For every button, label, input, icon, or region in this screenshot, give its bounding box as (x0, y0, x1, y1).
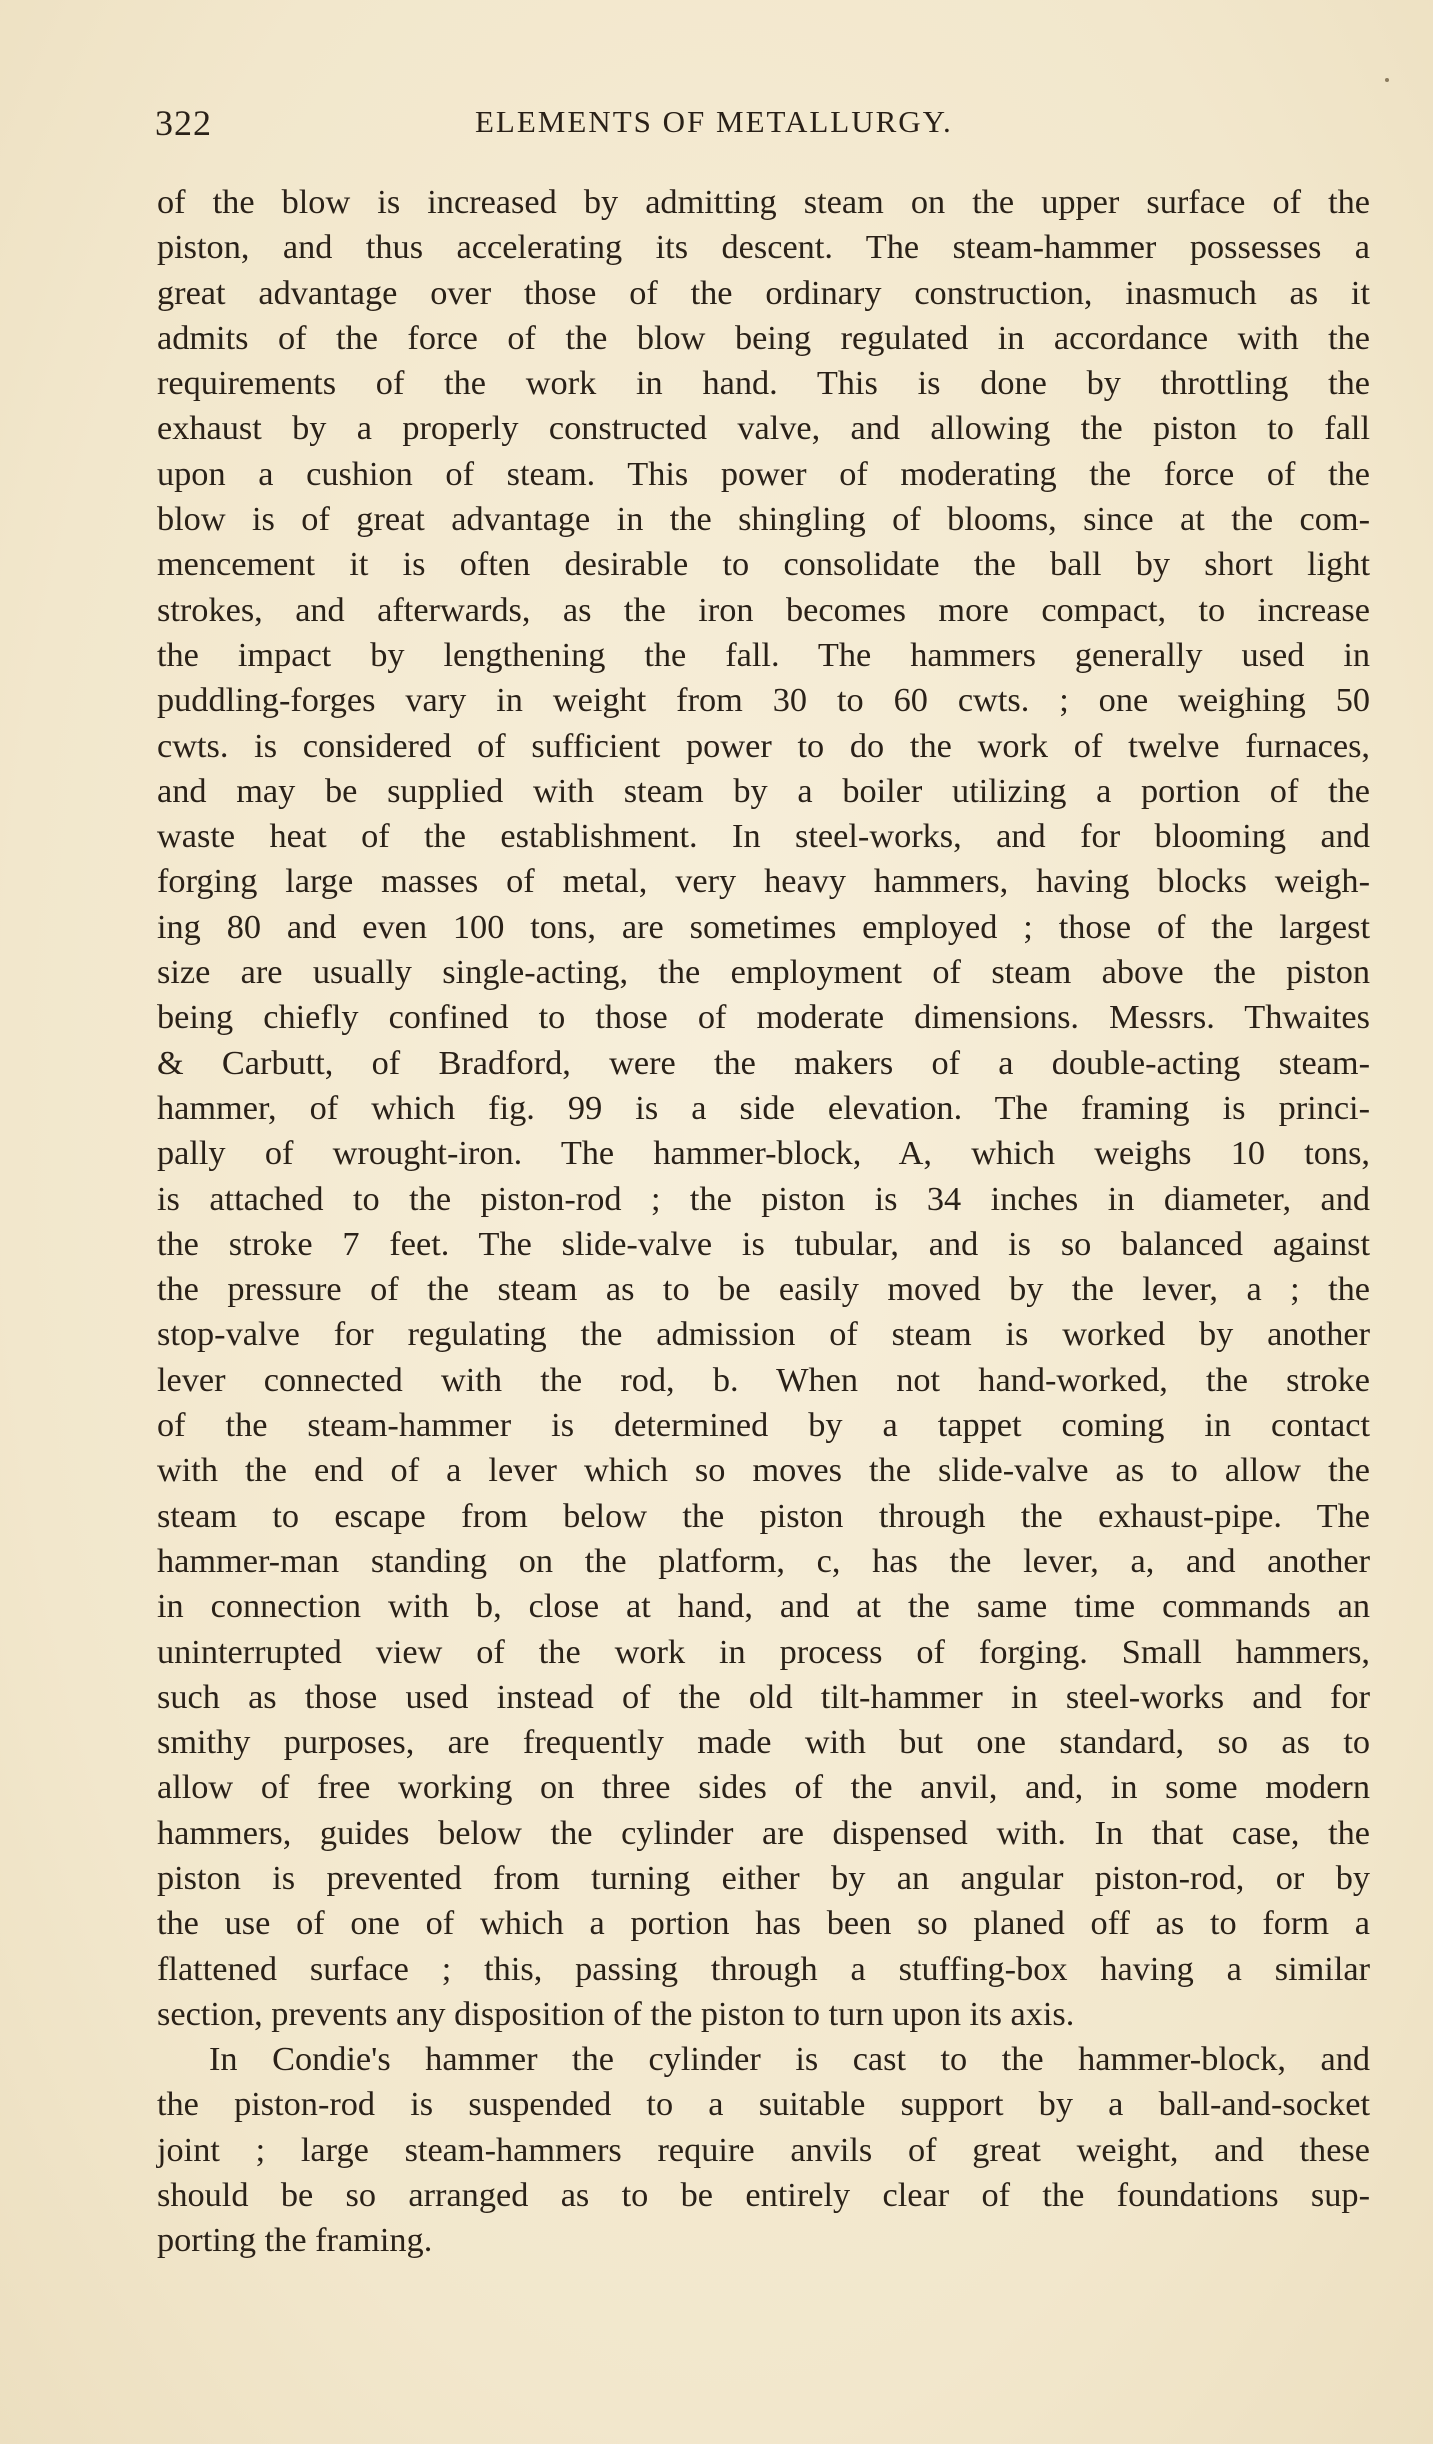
paragraph-end-line: porting the framing. (157, 2221, 433, 2260)
text-line: with the end of a lever which so moves the slide-valve as to allow the (157, 1451, 1370, 1490)
text-line: waste heat of the establishment. In steel-works, and for blooming and (157, 817, 1370, 856)
text-line: forging large masses of metal, very heavy hammers, having blocks weigh- (157, 862, 1370, 901)
text-line: pally of wrought-iron. The hammer-block, A, which weighs 10 tons, (157, 1134, 1370, 1173)
text-line: stop-valve for regulating the admission of steam is worked by another (157, 1315, 1370, 1354)
text-line: such as those used instead of the old tilt-hammer in steel-works and for (157, 1677, 1370, 1716)
text-line: in connection with b, close at hand, and at the same time commands an (157, 1587, 1370, 1626)
text-line: the pressure of the steam as to be easily moved by the lever, a ; the (157, 1270, 1370, 1309)
text-line: being chiefly confined to those of moderate dimensions. Messrs. Thwaites (157, 998, 1370, 1037)
text-line: strokes, and afterwards, as the iron becomes more compact, to increase (157, 590, 1370, 629)
text-line: ing 80 and even 100 tons, are sometimes employed ; those of the largest (157, 907, 1370, 946)
text-line: admits of the force of the blow being regulated in accordance with the (157, 318, 1370, 357)
text-line: of the steam-hammer is determined by a tappet coming in contact (157, 1406, 1370, 1445)
text-line: piston is prevented from turning either by an angular piston-rod, or by (157, 1858, 1370, 1897)
text-line: smithy purposes, are frequently made with but one standard, so as to (157, 1723, 1370, 1762)
page-header (155, 102, 1370, 152)
text-line: mencement it is often desirable to consolidate the ball by short light (157, 545, 1370, 584)
text-line: joint ; large steam-hammers require anvils of great weight, and these (157, 2130, 1370, 2169)
text-line: size are usually single-acting, the employment of steam above the piston (157, 953, 1370, 992)
text-line: cwts. is considered of sufficient power to do the work of twelve furnaces, (157, 726, 1370, 765)
text-line: flattened surface ; this, passing through a stuffing-box having a similar (157, 1949, 1370, 1988)
text-line: hammer-man standing on the platform, c, has the lever, a, and another (157, 1541, 1370, 1580)
text-line: hammer, of which fig. 99 is a side elevation. The framing is princi- (157, 1088, 1370, 1127)
text-line: hammers, guides below the cylinder are dispensed with. In that case, the (157, 1813, 1370, 1852)
text-line: the use of one of which a portion has been so planed off as to form a (157, 1904, 1370, 1943)
running-head: ELEMENTS OF METALLURGY. (475, 104, 953, 139)
text-line: the stroke 7 feet. The slide-valve is tubular, and is so balanced against (157, 1224, 1370, 1263)
body-text (157, 180, 1370, 2264)
text-line: lever connected with the rod, b. When not hand-worked, the stroke (157, 1360, 1370, 1399)
text-line: blow is of great advantage in the shingling of blooms, since at the com- (157, 500, 1370, 539)
text-line: steam to escape from below the piston through the exhaust-pipe. The (157, 1496, 1370, 1535)
text-line: exhaust by a properly constructed valve, and allowing the piston to fall (157, 409, 1370, 448)
text-line: of the blow is increased by admitting steam on the upper surface of the (157, 183, 1370, 221)
text-line: puddling-forges vary in weight from 30 to 60 cwts. ; one weighing 50 (157, 681, 1370, 720)
paragraph-end-line: section, prevents any disposition of the piston to turn upon its axis. (157, 1994, 1075, 2033)
text-line: requirements of the work in hand. This is done by throttling the (157, 364, 1370, 403)
text-line: is attached to the piston-rod ; the piston is 34 inches in diameter, and (157, 1179, 1370, 1218)
text-line: upon a cushion of steam. This power of moderating the force of the (157, 454, 1370, 493)
text-line: great advantage over those of the ordinary construction, inasmuch as it (157, 273, 1370, 312)
text-line: should be so arranged as to be entirely clear of the foundations sup- (157, 2176, 1370, 2215)
text-line: piston, and thus accelerating its descent. The steam-hammer possesses a (157, 228, 1370, 267)
page-number: 322 (155, 103, 212, 143)
paper-speck (1385, 78, 1389, 82)
text-line: the impact by lengthening the fall. The hammers generally used in (157, 635, 1370, 674)
text-line: and may be supplied with steam by a boiler utilizing a portion of the (157, 771, 1370, 810)
text-line: the piston-rod is suspended to a suitable support by a ball-and-socket (157, 2085, 1370, 2124)
paragraph-start-line: In Condie's hammer the cylinder is cast to the hammer-block, and (209, 2040, 1370, 2079)
text-line: & Carbutt, of Bradford, were the makers of a double-acting steam- (157, 1043, 1370, 1082)
text-line: uninterrupted view of the work in process of forging. Small hammers, (157, 1632, 1370, 1671)
text-line: allow of free working on three sides of the anvil, and, in some modern (157, 1768, 1370, 1807)
